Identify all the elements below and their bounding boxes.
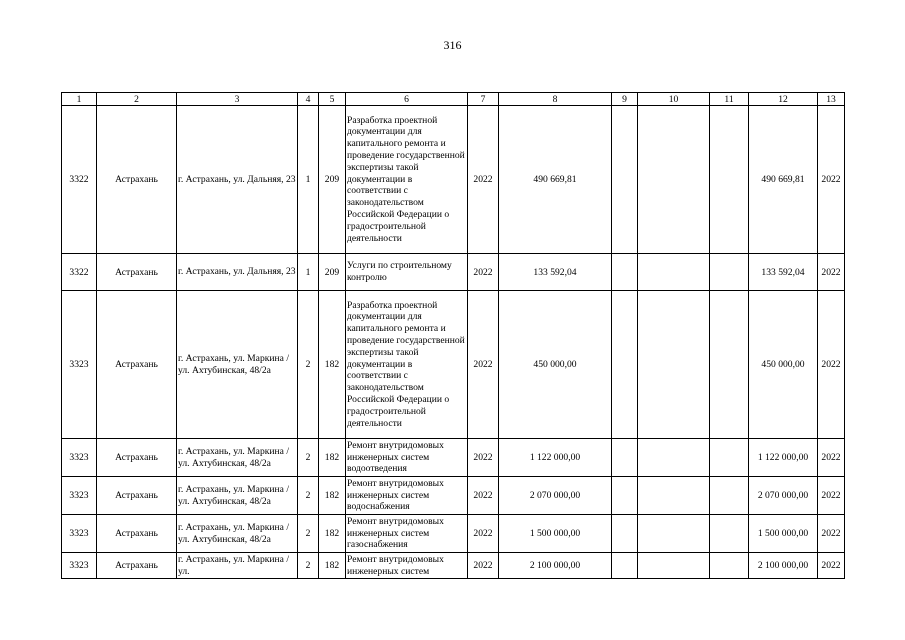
col9-cell bbox=[612, 106, 638, 254]
work-type-cell: Разработка проектной документации для капитального ремонта и проведение государственной экспертизы такой документации в соответствии с законодательством Российской Федерации о градостроительной деятельности bbox=[346, 291, 468, 439]
column-header: 10 bbox=[638, 93, 710, 106]
row-number-cell: 3322 bbox=[62, 254, 97, 291]
row-number-cell: 3322 bbox=[62, 106, 97, 254]
col5-cell: 182 bbox=[319, 477, 346, 515]
cost-cell: 2 100 000,00 bbox=[499, 553, 612, 579]
column-header: 4 bbox=[298, 93, 319, 106]
col9-cell bbox=[612, 439, 638, 477]
table-row bbox=[62, 477, 845, 515]
col11-cell bbox=[710, 439, 749, 477]
work-type-cell: Ремонт внутридомовых инженерных систем водоотведения bbox=[346, 439, 468, 477]
completion-year-cell: 2022 bbox=[818, 291, 845, 439]
column-header: 2 bbox=[97, 93, 177, 106]
column-header: 13 bbox=[818, 93, 845, 106]
col11-cell bbox=[710, 106, 749, 254]
total-cell: 2 100 000,00 bbox=[749, 553, 818, 579]
cost-cell: 490 669,81 bbox=[499, 106, 612, 254]
city-cell: Астрахань bbox=[97, 515, 177, 553]
col9-cell bbox=[612, 254, 638, 291]
completion-year-cell: 2022 bbox=[818, 553, 845, 579]
city-cell: Астрахань bbox=[97, 106, 177, 254]
page-number: 316 bbox=[443, 38, 462, 52]
total-cell: 450 000,00 bbox=[749, 291, 818, 439]
address-cell: г. Астрахань, ул. Дальняя, 23 bbox=[177, 106, 298, 254]
year-cell: 2022 bbox=[468, 477, 499, 515]
column-header: 3 bbox=[177, 93, 298, 106]
col5-cell: 209 bbox=[319, 106, 346, 254]
col10-cell bbox=[638, 515, 710, 553]
col5-cell: 182 bbox=[319, 439, 346, 477]
work-type-cell: Ремонт внутридомовых инженерных систем водоснабжения bbox=[346, 477, 468, 515]
col4-cell: 2 bbox=[298, 515, 319, 553]
header-row bbox=[62, 93, 845, 106]
row-number-cell: 3323 bbox=[62, 291, 97, 439]
col9-cell bbox=[612, 477, 638, 515]
column-header: 1 bbox=[62, 93, 97, 106]
year-cell: 2022 bbox=[468, 515, 499, 553]
col10-cell bbox=[638, 477, 710, 515]
address-cell: г. Астрахань, ул. Маркина / ул. Ахтубинская, 48/2а bbox=[177, 439, 298, 477]
column-header: 9 bbox=[612, 93, 638, 106]
total-cell: 490 669,81 bbox=[749, 106, 818, 254]
city-cell: Астрахань bbox=[97, 553, 177, 579]
city-cell: Астрахань bbox=[97, 439, 177, 477]
table-row bbox=[62, 515, 845, 553]
col10-cell bbox=[638, 553, 710, 579]
completion-year-cell: 2022 bbox=[818, 106, 845, 254]
col4-cell: 2 bbox=[298, 553, 319, 579]
year-cell: 2022 bbox=[468, 291, 499, 439]
address-cell: г. Астрахань, ул. Маркина / ул. Ахтубинская, 48/2а bbox=[177, 291, 298, 439]
col4-cell: 1 bbox=[298, 106, 319, 254]
col4-cell: 2 bbox=[298, 439, 319, 477]
completion-year-cell: 2022 bbox=[818, 439, 845, 477]
work-register-table bbox=[61, 92, 845, 579]
col9-cell bbox=[612, 553, 638, 579]
table-row bbox=[62, 291, 845, 439]
total-cell: 2 070 000,00 bbox=[749, 477, 818, 515]
cost-cell: 450 000,00 bbox=[499, 291, 612, 439]
column-header: 11 bbox=[710, 93, 749, 106]
col9-cell bbox=[612, 291, 638, 439]
cost-cell: 2 070 000,00 bbox=[499, 477, 612, 515]
cost-cell: 133 592,04 bbox=[499, 254, 612, 291]
table-row bbox=[62, 254, 845, 291]
col4-cell: 2 bbox=[298, 477, 319, 515]
total-cell: 1 122 000,00 bbox=[749, 439, 818, 477]
total-cell: 133 592,04 bbox=[749, 254, 818, 291]
address-cell: г. Астрахань, ул. Маркина / ул. bbox=[177, 553, 298, 579]
row-number-cell: 3323 bbox=[62, 553, 97, 579]
column-header: 7 bbox=[468, 93, 499, 106]
cost-cell: 1 122 000,00 bbox=[499, 439, 612, 477]
completion-year-cell: 2022 bbox=[818, 477, 845, 515]
city-cell: Астрахань bbox=[97, 254, 177, 291]
column-header: 12 bbox=[749, 93, 818, 106]
column-header: 6 bbox=[346, 93, 468, 106]
year-cell: 2022 bbox=[468, 254, 499, 291]
year-cell: 2022 bbox=[468, 106, 499, 254]
col11-cell bbox=[710, 553, 749, 579]
address-cell: г. Астрахань, ул. Маркина / ул. Ахтубинская, 48/2а bbox=[177, 515, 298, 553]
total-cell: 1 500 000,00 bbox=[749, 515, 818, 553]
work-type-cell: Ремонт внутридомовых инженерных систем bbox=[346, 553, 468, 579]
row-number-cell: 3323 bbox=[62, 515, 97, 553]
completion-year-cell: 2022 bbox=[818, 254, 845, 291]
address-cell: г. Астрахань, ул. Маркина / ул. Ахтубинская, 48/2а bbox=[177, 477, 298, 515]
column-header: 8 bbox=[499, 93, 612, 106]
table-row bbox=[62, 439, 845, 477]
col5-cell: 209 bbox=[319, 254, 346, 291]
work-type-cell: Ремонт внутридомовых инженерных систем газоснабжения bbox=[346, 515, 468, 553]
cost-cell: 1 500 000,00 bbox=[499, 515, 612, 553]
col11-cell bbox=[710, 477, 749, 515]
city-cell: Астрахань bbox=[97, 291, 177, 439]
work-type-cell: Услуги по строительному контролю bbox=[346, 254, 468, 291]
col4-cell: 2 bbox=[298, 291, 319, 439]
column-header: 5 bbox=[319, 93, 346, 106]
col9-cell bbox=[612, 515, 638, 553]
col10-cell bbox=[638, 254, 710, 291]
col10-cell bbox=[638, 291, 710, 439]
col10-cell bbox=[638, 439, 710, 477]
col11-cell bbox=[710, 515, 749, 553]
row-number-cell: 3323 bbox=[62, 477, 97, 515]
col5-cell: 182 bbox=[319, 515, 346, 553]
col4-cell: 1 bbox=[298, 254, 319, 291]
col5-cell: 182 bbox=[319, 553, 346, 579]
col10-cell bbox=[638, 106, 710, 254]
city-cell: Астрахань bbox=[97, 477, 177, 515]
address-cell: г. Астрахань, ул. Дальняя, 23 bbox=[177, 254, 298, 291]
year-cell: 2022 bbox=[468, 553, 499, 579]
row-number-cell: 3323 bbox=[62, 439, 97, 477]
table-row bbox=[62, 106, 845, 254]
completion-year-cell: 2022 bbox=[818, 515, 845, 553]
table-row bbox=[62, 553, 845, 579]
col5-cell: 182 bbox=[319, 291, 346, 439]
col11-cell bbox=[710, 291, 749, 439]
work-type-cell: Разработка проектной документации для капитального ремонта и проведение государственной экспертизы такой документации в соответствии с законодательством Российской Федерации о градостроительной деятельности bbox=[346, 106, 468, 254]
year-cell: 2022 bbox=[468, 439, 499, 477]
col11-cell bbox=[710, 254, 749, 291]
